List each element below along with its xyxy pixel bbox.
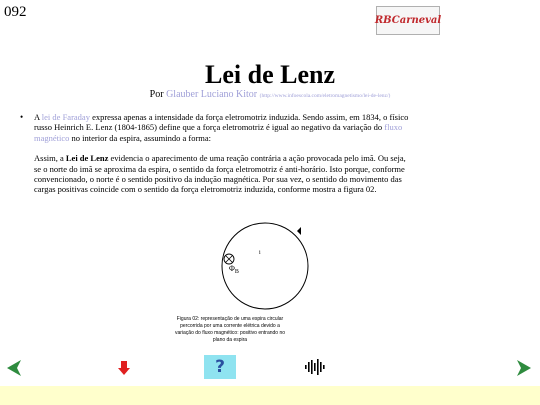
byline-prefix: Por (149, 89, 167, 100)
arrow-right-icon (516, 359, 532, 377)
flux-label: $\Phi_B$ (229, 264, 239, 275)
figure-caption: Figura 02: representação de uma espira circular percorrida por uma corrente elétrica devido a variação do fluxo magnético: positivo entrando no plano da espira (174, 316, 286, 343)
p2-text-a: Assim, a (34, 153, 66, 164)
paragraph-2 (34, 153, 414, 195)
content-block (20, 112, 414, 205)
lei-de-lenz-bold: Lei de Lenz (65, 153, 109, 164)
p1-text-b: expressa apenas a intensidade da força eletromotriz induzida. Sendo assim, em 1834, o físico russo Heinrich E. Lenz (1804-1865) define que a força eletromotriz é igual ao negativo da variação do (34, 112, 409, 133)
byline (0, 89, 540, 100)
loop-circle (222, 223, 308, 309)
figure-loop-diagram (205, 221, 325, 311)
p1-text-a: A (34, 112, 42, 122)
arrow-down-icon (118, 361, 130, 375)
p2-text-b: evidencia o aparecimento de uma reação contrária a ação provocada pelo imã. Ou seja, se o norte do imã se aproxima da espira, o sentido da força eletromotriz é anti-horário. Isto porque, conforme convencionado, o norte é o sentido positivo da indução magnética. Por sua vez, o sentido do movimento das cargas positivas coincide com o sentido da força eletromotriz induzida, conforme mostra a figura 02. (34, 153, 406, 195)
bullet-icon: • (20, 112, 24, 122)
next-slide-button[interactable] (516, 359, 532, 377)
logo (376, 6, 440, 35)
current-label: i (259, 250, 261, 256)
slide-number: 092 (4, 4, 27, 20)
audio-waveform-icon (304, 358, 326, 376)
page-title: Lei de Lenz (205, 60, 335, 89)
help-icon: ? (215, 357, 225, 377)
logo-text: RBCarneval (374, 15, 442, 26)
arrow-left-icon (6, 359, 22, 377)
fluxo-magnetico-link[interactable]: fluxo magnético (34, 122, 403, 143)
author-link[interactable]: Glauber Luciano Kitor (166, 89, 258, 100)
current-arrow-icon (297, 227, 301, 235)
audio-button[interactable] (304, 358, 326, 376)
paragraph-1 (34, 112, 414, 143)
p1-text-c: no interior da espira, assumindo a forma: (69, 132, 212, 143)
faraday-link[interactable]: lei de Faraday (41, 112, 90, 122)
source-url-link[interactable]: (http://www.infoescola.com/eletromagnetismo/lei-de-lenz/) (259, 93, 391, 99)
help-button[interactable] (204, 355, 236, 379)
bottom-band (0, 386, 540, 405)
previous-slide-button[interactable] (6, 359, 22, 377)
down-button[interactable] (118, 361, 130, 375)
